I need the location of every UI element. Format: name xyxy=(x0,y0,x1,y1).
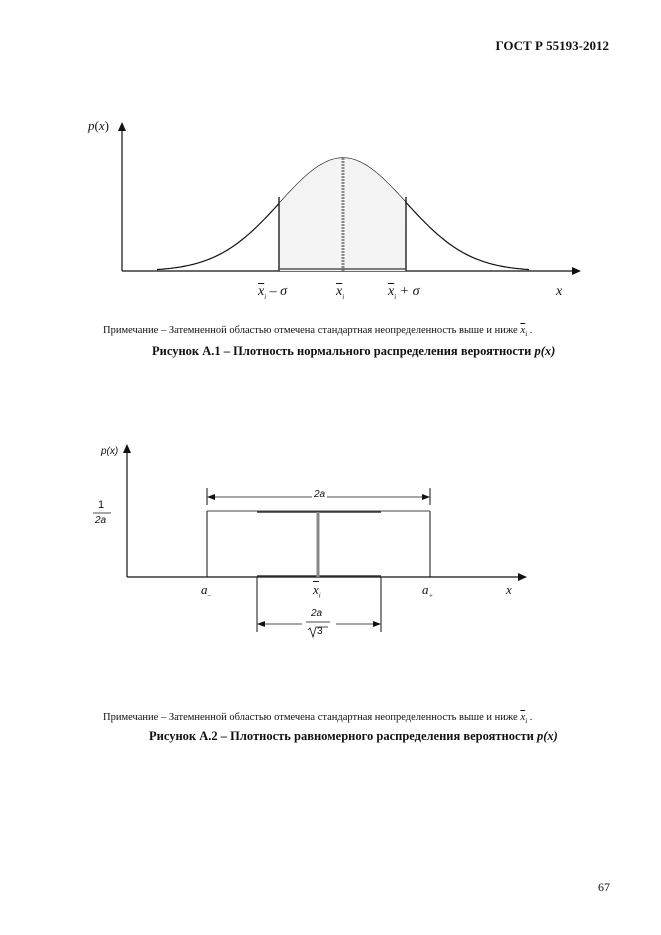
document-code: ГОСТ Р 55193-2012 xyxy=(495,38,609,53)
y-axis-label: p(x) xyxy=(101,446,119,457)
x-axis-label: x xyxy=(506,582,512,597)
page-number: 67 xyxy=(598,880,610,894)
y-tick-numerator: 1 xyxy=(98,499,105,511)
dim-2a-arrow-right xyxy=(422,494,430,500)
figure2-caption: Рисунок А.2 – Плотность равномерного распределения вероятности p(x) xyxy=(149,729,558,743)
x-label-center: $\overline{x}_i$ xyxy=(313,582,321,600)
dim-sigma-arrow-left xyxy=(257,621,265,627)
y-axis-arrow xyxy=(123,444,131,453)
width-label: 2a xyxy=(314,489,326,500)
x-axis-label: x xyxy=(556,284,563,299)
y-axis-label: p(x) xyxy=(88,118,109,133)
sigma-denominator: 3 xyxy=(317,626,323,637)
tick-label-plus-sigma: $\overline{x}_i + \sigma$ xyxy=(388,284,420,301)
figure1-note: Примечание – Затемненной областью отмечена стандартная неопределенность выше и ниже $\overline{x}_i$ . xyxy=(103,324,533,339)
x-label-a-plus: $a_+$ xyxy=(422,582,434,600)
sigma-numerator: 2a xyxy=(311,608,323,619)
tick-label-minus-sigma: $\overline{x}_i$ – σ xyxy=(258,284,288,301)
y-tick-denominator: 2a xyxy=(95,515,107,526)
dim-sigma-arrow-right xyxy=(373,621,381,627)
figure1-caption: Рисунок А.1 – Плотность нормального распределения вероятности p(x) xyxy=(152,344,556,358)
x-label-a-minus: $a_-$ xyxy=(201,582,211,600)
x-axis-arrow xyxy=(518,573,527,581)
tick-label-mean: $\overline{x}_i$ xyxy=(336,284,345,301)
figure2-note: Примечание – Затемненной областью отмечена стандартная неопределенность выше и ниже $\overline{x}_i$ . xyxy=(103,711,533,726)
dim-2a-arrow-left xyxy=(207,494,215,500)
